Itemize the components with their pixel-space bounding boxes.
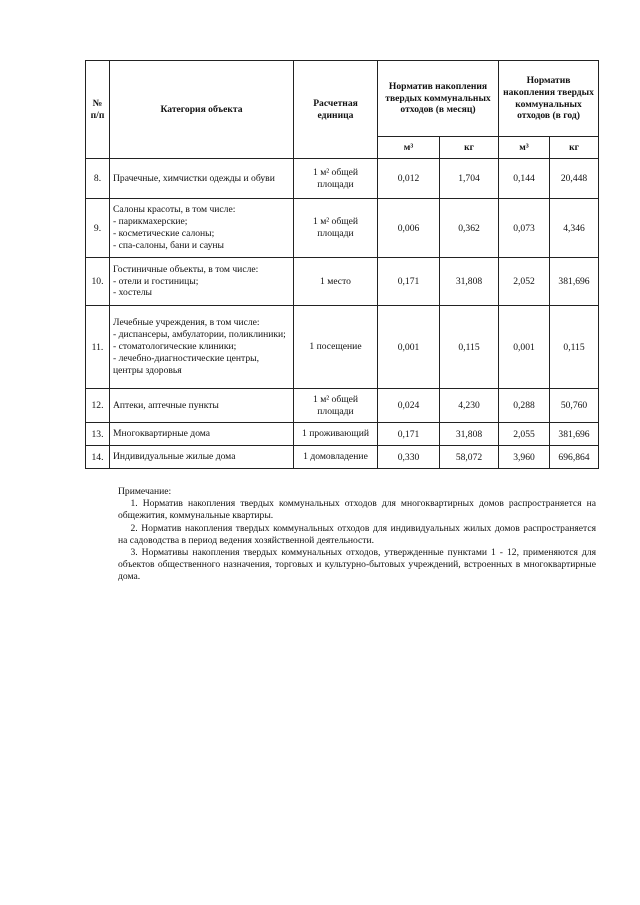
row-month-kg: 4,230 [440,389,499,423]
header-category: Категория объекта [110,61,294,159]
header-year-m3: м³ [499,137,550,159]
table-row [86,258,599,306]
row-num: 10. [86,258,110,306]
row-month-m3: 0,024 [378,389,440,423]
row-year-m3: 3,960 [499,446,550,469]
row-category: Гостиничные объекты, в том числе: - отели и гостиницы; - хостелы [110,258,294,306]
row-unit: 1 м² общей площади [294,389,378,423]
row-year-m3: 0,001 [499,306,550,389]
table-row [86,306,599,389]
table-row [86,446,599,469]
row-month-kg: 31,808 [440,258,499,306]
row-year-kg: 4,346 [550,199,599,258]
row-month-m3: 0,330 [378,446,440,469]
notes-section [118,486,596,583]
row-unit: 1 м² общей площади [294,159,378,199]
header-month-m3: м³ [378,137,440,159]
row-unit: 1 домовладение [294,446,378,469]
row-month-m3: 0,001 [378,306,440,389]
row-category: Прачечные, химчистки одежды и обуви [110,159,294,199]
row-category: Салоны красоты, в том числе: - парикмахерские; - косметические салоны; - спа-салоны, бани и сауны [110,199,294,258]
header-unit: Расчетная единица [294,61,378,159]
notes-title: Примечание: [118,486,172,497]
row-num: 14. [86,446,110,469]
note-item: 3. Нормативы накопления твердых коммунальных отходов, утвержденные пунктами 1 - 12, применяются для объектов общественного назначения, торговых и культурно-бытовых учреждений, встроенных в многоквартирные дома. [118,546,596,583]
row-year-kg: 0,115 [550,306,599,389]
row-category: Индивидуальные жилые дома [110,446,294,469]
row-year-m3: 2,055 [499,423,550,446]
norms-table [85,60,599,469]
row-month-kg: 0,115 [440,306,499,389]
row-unit: 1 посещение [294,306,378,389]
header-year-kg: кг [550,137,599,159]
row-year-m3: 0,144 [499,159,550,199]
row-year-kg: 696,864 [550,446,599,469]
row-month-kg: 0,362 [440,199,499,258]
table-row [86,389,599,423]
row-year-m3: 0,288 [499,389,550,423]
row-month-kg: 58,072 [440,446,499,469]
row-year-m3: 2,052 [499,258,550,306]
row-month-m3: 0,012 [378,159,440,199]
table-row [86,423,599,446]
row-year-m3: 0,073 [499,199,550,258]
row-year-kg: 20,448 [550,159,599,199]
note-item: 2. Норматив накопления твердых коммунальных отходов для индивидуальных жилых домов распространяется на садоводства в период ведения хозяйственной деятельности. [118,522,596,546]
header-year-group: Норматив накопления твердых коммунальных отходов (в год) [499,61,599,137]
row-num: 13. [86,423,110,446]
row-year-kg: 381,696 [550,258,599,306]
row-num: 9. [86,199,110,258]
row-num: 8. [86,159,110,199]
row-category: Многоквартирные дома [110,423,294,446]
row-unit: 1 проживающий [294,423,378,446]
row-month-kg: 31,808 [440,423,499,446]
table-row [86,159,599,199]
row-num: 12. [86,389,110,423]
header-month-kg: кг [440,137,499,159]
header-num: № п/п [86,61,110,159]
row-year-kg: 50,760 [550,389,599,423]
note-item: 1. Норматив накопления твердых коммунальных отходов для многоквартирных домов распространяется на общежития, коммунальные квартиры. [118,498,596,522]
header-month-group: Норматив накопления твердых коммунальных отходов (в месяц) [378,61,499,137]
row-unit: 1 место [294,258,378,306]
row-unit: 1 м² общей площади [294,199,378,258]
row-month-kg: 1,704 [440,159,499,199]
row-category: Аптеки, аптечные пункты [110,389,294,423]
row-month-m3: 0,171 [378,423,440,446]
row-month-m3: 0,171 [378,258,440,306]
row-month-m3: 0,006 [378,199,440,258]
row-num: 11. [86,306,110,389]
table-row [86,199,599,258]
row-category: Лечебные учреждения, в том числе: - диспансеры, амбулатории, поликлиники; - стоматологические клиники; - лечебно-диагностические центры, центры здоровья [110,306,294,389]
row-year-kg: 381,696 [550,423,599,446]
